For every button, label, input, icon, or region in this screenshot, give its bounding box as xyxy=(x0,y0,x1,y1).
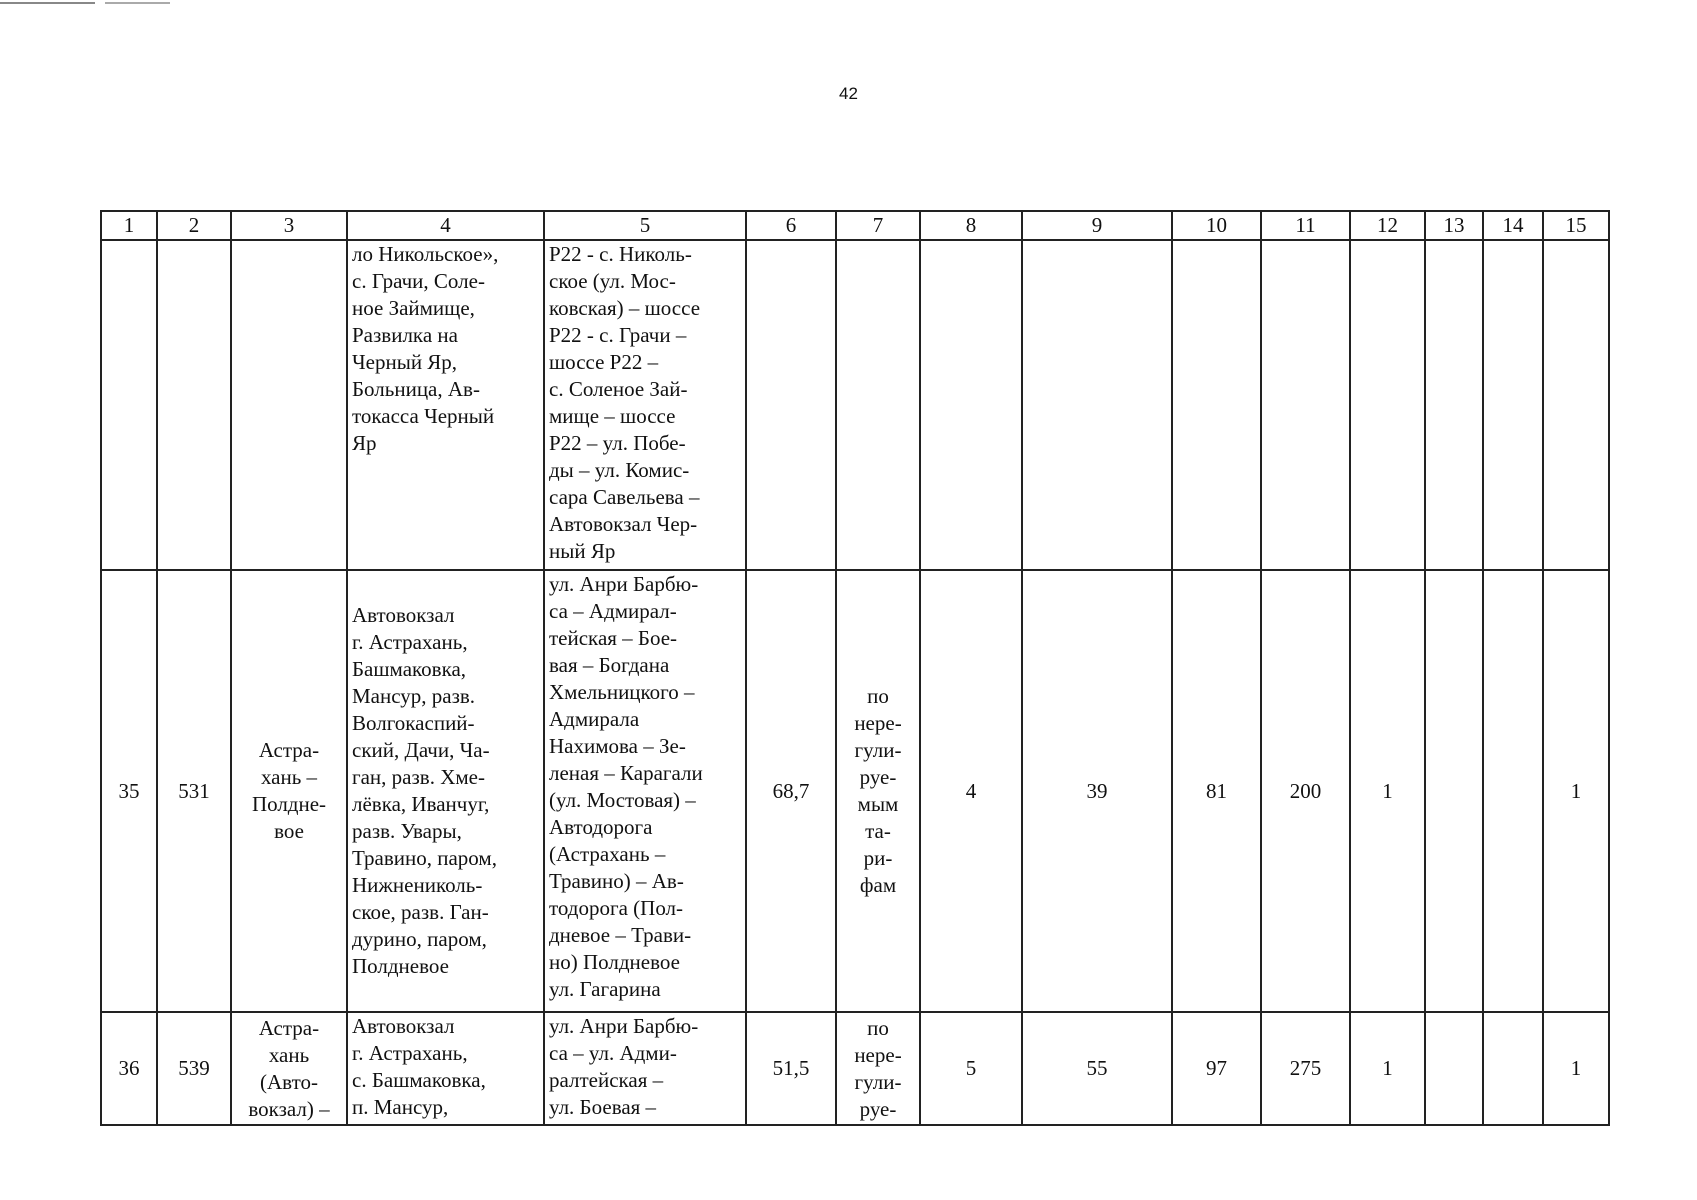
cell-stops: ло Никольское», с. Грачи, Соле- ное Займище, Развилка на Черный Яр, Больница, Ав- токасса Черный Яр xyxy=(347,240,544,570)
cell-route-number: 539 xyxy=(157,1012,231,1125)
column-header: 5 xyxy=(544,211,746,240)
scan-edge-mark xyxy=(105,2,170,4)
cell-col15: 1 xyxy=(1543,570,1609,1012)
cell-number xyxy=(101,240,157,570)
column-header: 15 xyxy=(1543,211,1609,240)
cell-col15: 1 xyxy=(1543,1012,1609,1125)
cell-col13 xyxy=(1425,1012,1483,1125)
cell-col13 xyxy=(1425,570,1483,1012)
cell-col13 xyxy=(1425,240,1483,570)
cell-route-number: 531 xyxy=(157,570,231,1012)
cell-col14 xyxy=(1483,1012,1543,1125)
cell-route-name: Астра- хань – Полдне- вое xyxy=(231,570,347,1012)
table-row xyxy=(101,570,1609,1012)
cell-col10: 81 xyxy=(1172,570,1261,1012)
page-number: 42 xyxy=(839,84,858,103)
cell-col9 xyxy=(1022,240,1172,570)
cell-length xyxy=(746,240,836,570)
cell-col14 xyxy=(1483,570,1543,1012)
column-header: 1 xyxy=(101,211,157,240)
cell-number: 35 xyxy=(101,570,157,1012)
column-header: 14 xyxy=(1483,211,1543,240)
column-header: 11 xyxy=(1261,211,1350,240)
column-header: 13 xyxy=(1425,211,1483,240)
cell-col12: 1 xyxy=(1350,570,1425,1012)
cell-col10: 97 xyxy=(1172,1012,1261,1125)
cell-tariff: по нере- гули- руе- xyxy=(836,1012,920,1125)
cell-col11: 200 xyxy=(1261,570,1350,1012)
cell-col11 xyxy=(1261,240,1350,570)
cell-stops: Автовокзал г. Астрахань, с. Башмаковка, п. Мансур, xyxy=(347,1012,544,1125)
cell-streets: Р22 - с. Николь- ское (ул. Мос- ковская) – шоссе Р22 - с. Грачи – шоссе Р22 – с. Соленое Зай- мище – шоссе Р22 – ул. Побе- ды – ул. Комис- сара Савельева – Автовокзал Чер- ный Яр xyxy=(544,240,746,570)
cell-col10 xyxy=(1172,240,1261,570)
route-table xyxy=(100,210,1610,1126)
column-header: 2 xyxy=(157,211,231,240)
column-header: 6 xyxy=(746,211,836,240)
cell-number: 36 xyxy=(101,1012,157,1125)
scan-edge-mark xyxy=(0,2,95,4)
cell-col12: 1 xyxy=(1350,1012,1425,1125)
table-row xyxy=(101,240,1609,570)
cell-col15 xyxy=(1543,240,1609,570)
column-header: 8 xyxy=(920,211,1022,240)
cell-col9: 39 xyxy=(1022,570,1172,1012)
cell-col8 xyxy=(920,240,1022,570)
cell-streets: ул. Анри Барбю- са – ул. Адми- ралтейская – ул. Боевая – xyxy=(544,1012,746,1125)
cell-length: 51,5 xyxy=(746,1012,836,1125)
cell-col9: 55 xyxy=(1022,1012,1172,1125)
column-header: 3 xyxy=(231,211,347,240)
cell-length: 68,7 xyxy=(746,570,836,1012)
cell-route-name: Астра- хань (Авто- вокзал) – xyxy=(231,1012,347,1125)
cell-route-name xyxy=(231,240,347,570)
cell-col8: 4 xyxy=(920,570,1022,1012)
cell-col14 xyxy=(1483,240,1543,570)
cell-stops: Автовокзал г. Астрахань, Башмаковка, Мансур, разв. Волгокаспий- ский, Дачи, Ча- ган, разв. Хме- лёвка, Иванчуг, разв. Увары, Травино, паром, Нижнениколь- ское, разв. Ган- дурино, паром, Полдневое xyxy=(347,570,544,1012)
column-header: 12 xyxy=(1350,211,1425,240)
column-header: 4 xyxy=(347,211,544,240)
cell-tariff xyxy=(836,240,920,570)
column-header: 9 xyxy=(1022,211,1172,240)
cell-tariff: по нере- гули- руе- мым та- ри- фам xyxy=(836,570,920,1012)
cell-col8: 5 xyxy=(920,1012,1022,1125)
table-row xyxy=(101,1012,1609,1125)
cell-col12 xyxy=(1350,240,1425,570)
cell-streets: ул. Анри Барбю- са – Адмирал- тейская – Бое- вая – Богдана Хмельницкого – Адмирала Нахимова – Зе- леная – Карагали (ул. Мостовая) – Автодорога (Астрахань – Травино) – Ав- тодорога (Пол- дневое – Трави- но) Полдневое ул. Гагарина xyxy=(544,570,746,1012)
cell-route-number xyxy=(157,240,231,570)
column-header: 10 xyxy=(1172,211,1261,240)
cell-col11: 275 xyxy=(1261,1012,1350,1125)
header-row xyxy=(101,211,1609,240)
column-header: 7 xyxy=(836,211,920,240)
